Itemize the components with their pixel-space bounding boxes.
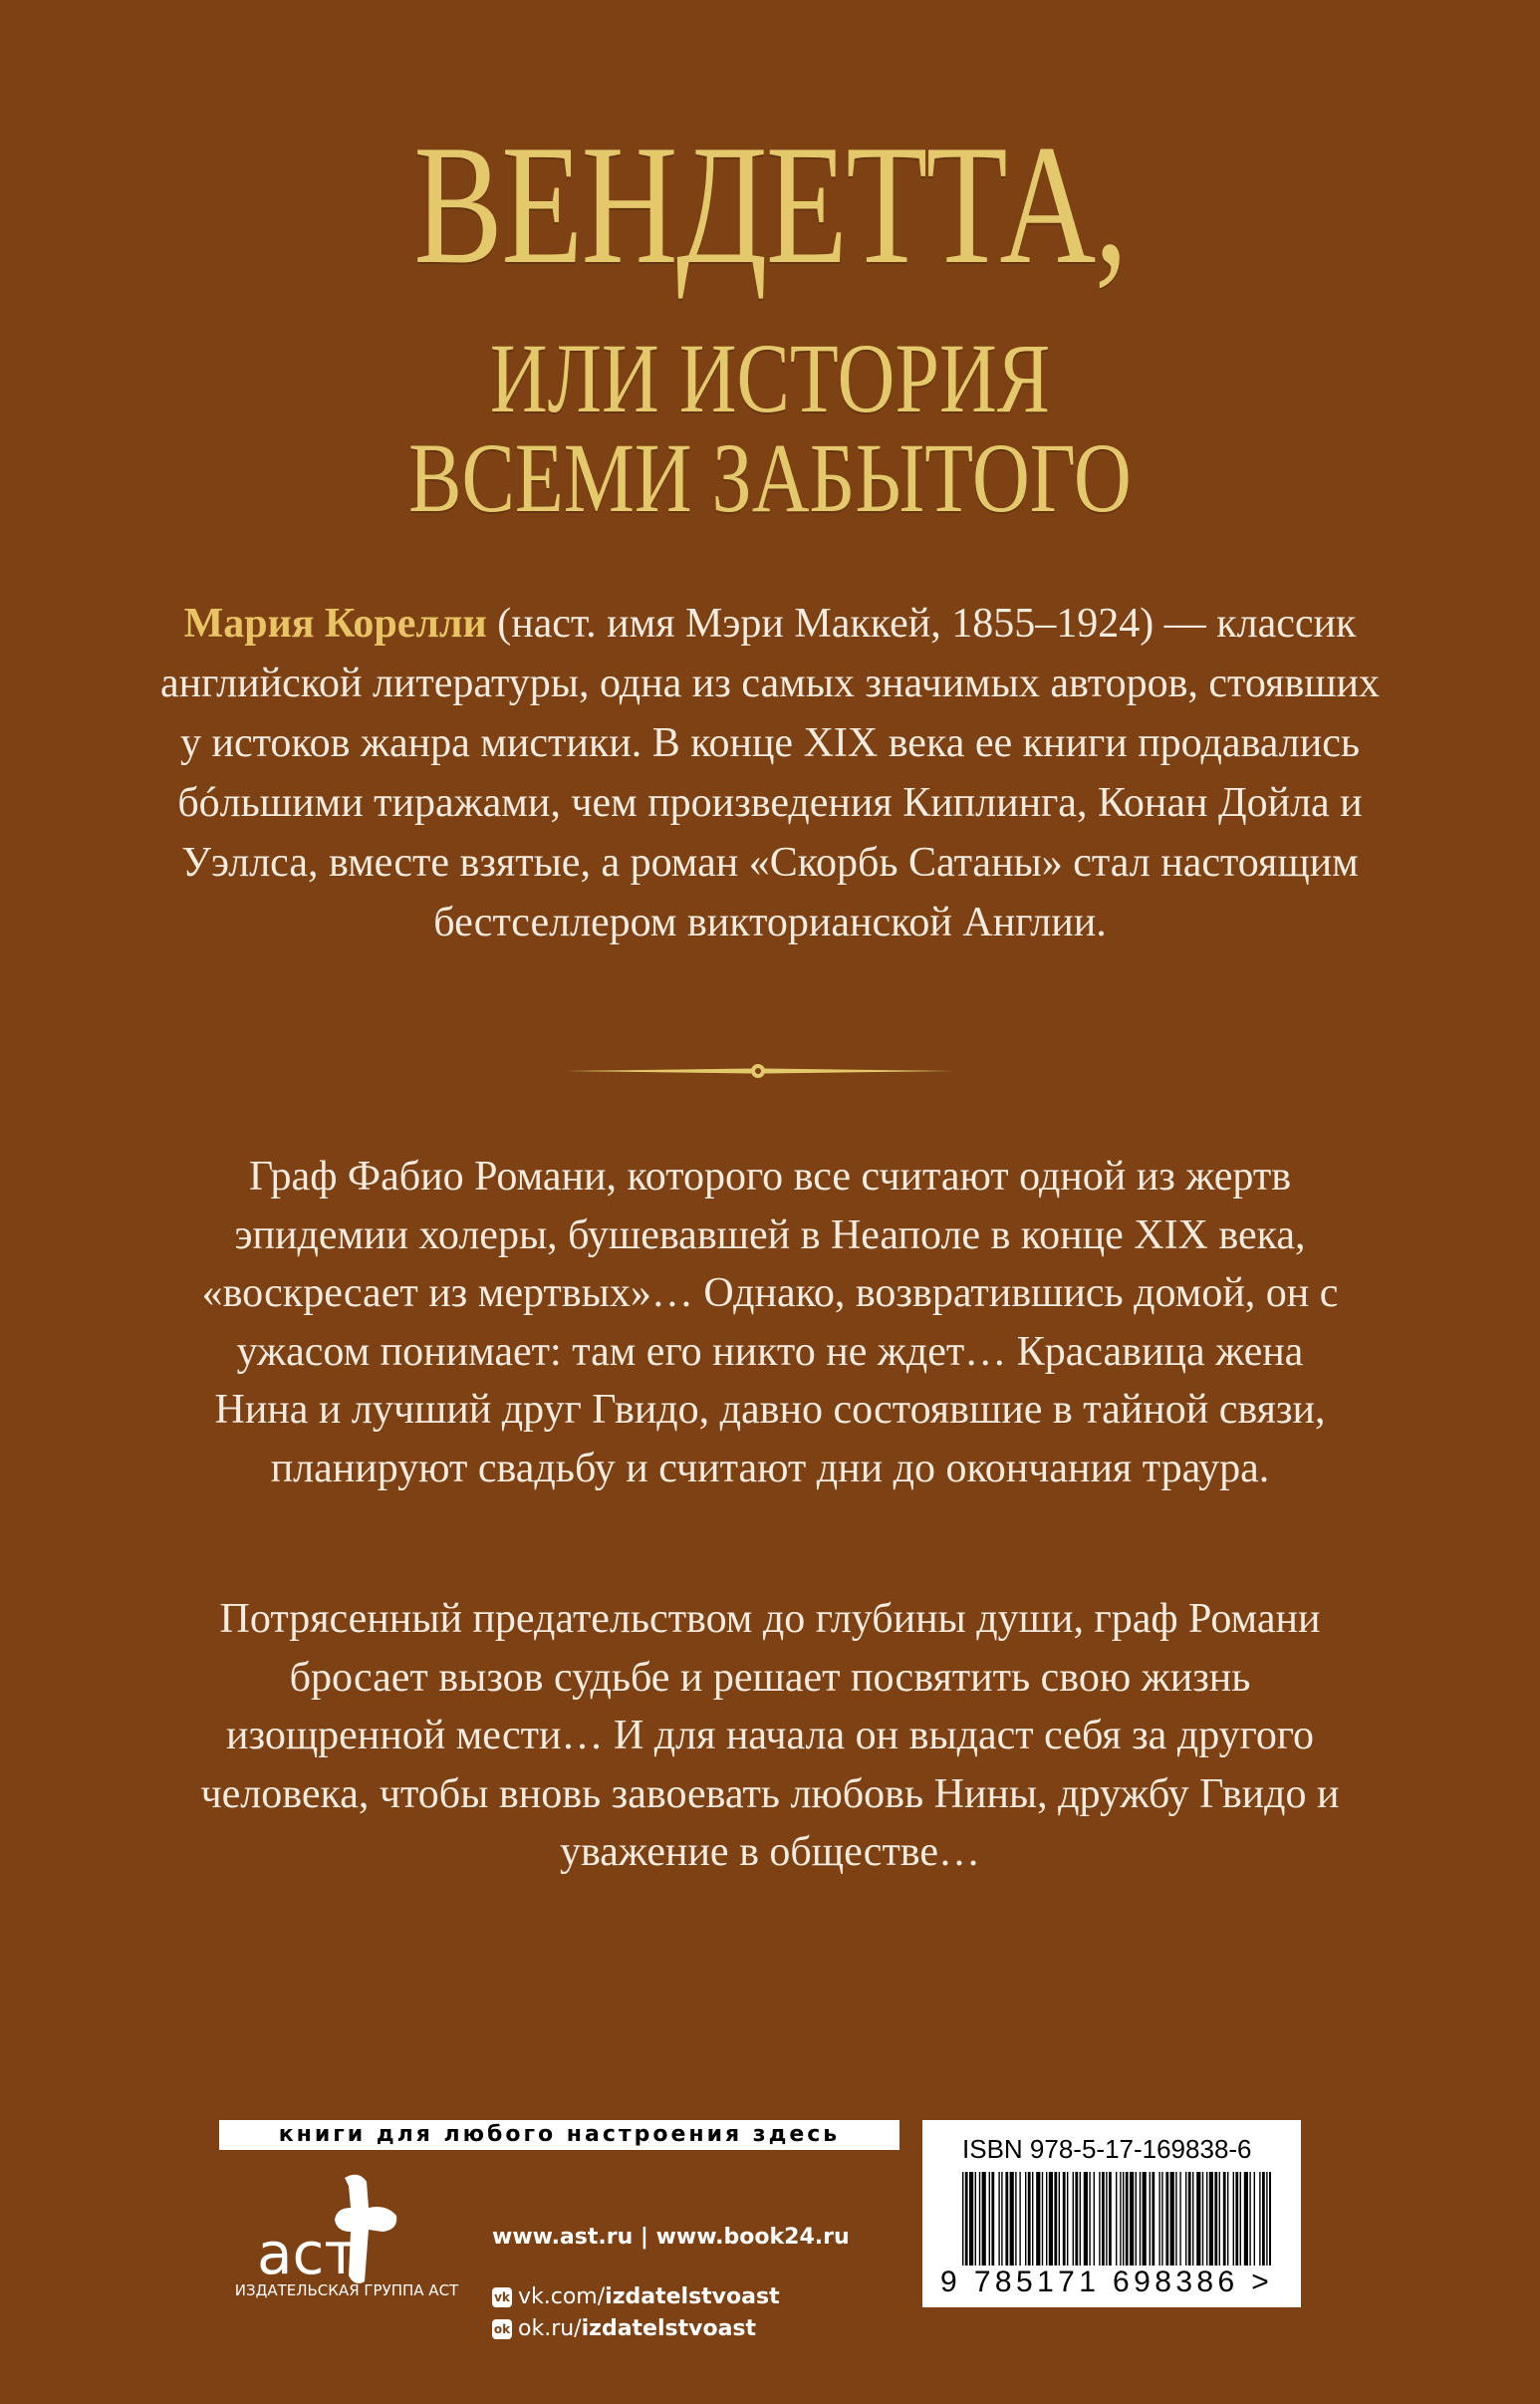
author-bio [159,594,1381,952]
barcode-bar [1152,2172,1155,2266]
barcode-bar [1206,2172,1207,2266]
barcode-bar [1067,2172,1068,2266]
barcode-bar [962,2172,963,2266]
barcode-bar [1161,2172,1162,2266]
barcode-bar [1036,2172,1040,2266]
barcode-bar [1130,2172,1134,2266]
barcode-bar [1015,2172,1016,2266]
barcode-bar [1192,2172,1193,2266]
book-subtitle-line2: ВСЕМИ ЗАБЫТОГО [408,422,1132,533]
publisher-imprint: ИЗДАТЕЛЬСКАЯ ГРУППА АСТ [234,2281,459,2299]
barcode-bar [1032,2172,1033,2266]
barcode-bar [1254,2172,1255,2266]
book-title: ВЕНДЕТТА, [413,111,1127,300]
publisher-logo-text: аст [257,2220,359,2287]
author-name: Мария Корелли [183,601,487,647]
isbn-number: ISBN 978-5-17-169838-6 [962,2134,1252,2164]
barcode [962,2172,1271,2266]
barcode-bar [969,2172,973,2266]
barcode-bar [965,2172,968,2266]
barcode-bar [1059,2172,1060,2266]
barcode-bar [1025,2172,1026,2266]
barcode-bar [1150,2172,1151,2266]
barcode-bar [1136,2172,1137,2266]
author-bio-text: (наст. имя Мэри Маккей, 1855–1924) — классик английской литературы, одна из самых значимых авторов, стоявших у истоков жанра мистики. В конце XIX века ее книги продавались бóльшими тиражами, чем произведения Киплинга, Конан Дойла и Уэллса, вместе взятые, а роман «Скорбь Сатаны» стал настоящим бестселлером викторианской Англии. [159,601,1381,945]
barcode-bar [975,2172,976,2266]
barcode-digits: 9 785171 698386 > [940,2266,1274,2298]
barcode-bar [991,2172,994,2266]
slogan-banner: книги для любого настроения здесь [219,2120,899,2150]
barcode-bar [1266,2172,1267,2266]
barcode-bar [1223,2172,1226,2266]
barcode-bar [1001,2172,1002,2266]
barcode-bar [1120,2172,1121,2266]
barcode-bar [1269,2172,1271,2266]
barcode-bar [1235,2172,1238,2266]
ok-icon: ok [492,2319,512,2339]
barcode-bar [1102,2172,1105,2266]
vk-icon: vk [492,2287,512,2307]
barcode-bar [1209,2172,1213,2266]
barcode-bar [1196,2172,1200,2266]
barcode-bar [1214,2172,1217,2266]
barcode-bar [982,2172,986,2266]
barcode-bar [1010,2172,1014,2266]
barcode-bar [989,2172,990,2266]
barcode-bar [1042,2172,1043,2266]
barcode-bar [998,2172,999,2266]
barcode-bar [1140,2172,1141,2266]
barcode-bar [1170,2172,1174,2266]
barcode-bar [1005,2172,1008,2266]
description-paragraph-2: Потрясенный предательством до глубины души, граф Романи бросает вызов судьбе и решает посвятить свою жизнь изощренной мести… И для начала он выдаст себя за другого человека, чтобы вновь завоевать любовь Нины, дружбу Гвидо и уважение в обществе… [200,1596,1340,1875]
barcode-bar [1158,2172,1159,2266]
publisher-logo [257,2170,414,2289]
barcode-bar [979,2172,980,2266]
barcode-bar [1063,2172,1066,2266]
ok-link[interactable]: ok ok.ru/ izdatelstvoast [493,2316,757,2341]
barcode-bar [1179,2172,1180,2266]
barcode-bar [1143,2172,1147,2266]
barcode-bar [1075,2172,1078,2266]
barcode-bar [1080,2172,1081,2266]
barcode-bar [1227,2172,1228,2266]
description-paragraph-1: Граф Фабио Романи, которого все считают одной из жертв эпидемии холеры, бушевавшей в Неаполе в конце XIX века, «воскресает из мертвых»… Однако, возвратившись домой, он с ужасом понимает: там его никто не ждет… Красавица жена Нина и лучший друг Гвидо, давно состоявшие в тайной связи, планируют свадьбу и считают дни до окончания траура. [201,1154,1339,1491]
barcode-bar [1233,2172,1234,2266]
barcode-bar [1244,2172,1248,2266]
website-links[interactable]: www.ast.ru | www.book24.ru [492,2225,850,2250]
barcode-bar [1188,2172,1191,2266]
barcode-bar [1073,2172,1074,2266]
barcode-bar [1049,2172,1053,2266]
barcode-bar [1084,2172,1088,2266]
book-subtitle-line1: ИЛИ ИСТОРИЯ [489,323,1051,433]
barcode-bar [1126,2172,1129,2266]
isbn-block [922,2120,1301,2307]
barcode-bar [1185,2172,1186,2266]
barcode-bar [1116,2172,1117,2266]
ornament-divider [563,1054,953,1088]
barcode-bar [1019,2172,1020,2266]
barcode-bar [1106,2172,1107,2266]
barcode-bar [1202,2172,1203,2266]
vk-link[interactable]: vk vk.com/ izdatelstvoast [492,2281,850,2313]
barcode-bar [1109,2172,1112,2266]
barcode-bar [1099,2172,1100,2266]
barcode-bar [1028,2172,1031,2266]
barcode-bar [1240,2172,1241,2266]
barcode-bar [1046,2172,1047,2266]
barcode-bar [1089,2172,1090,2266]
barcode-bar [1249,2172,1250,2266]
barcode-bar [1165,2172,1168,2266]
barcode-bar [1094,2172,1095,2266]
publisher-links [492,2222,850,2345]
barcode-bar [1259,2172,1260,2266]
barcode-bar [1123,2172,1124,2266]
barcode-bar [1219,2172,1220,2266]
barcode-bar [1262,2172,1265,2266]
barcode-bar [1175,2172,1176,2266]
barcode-bar [1054,2172,1057,2266]
